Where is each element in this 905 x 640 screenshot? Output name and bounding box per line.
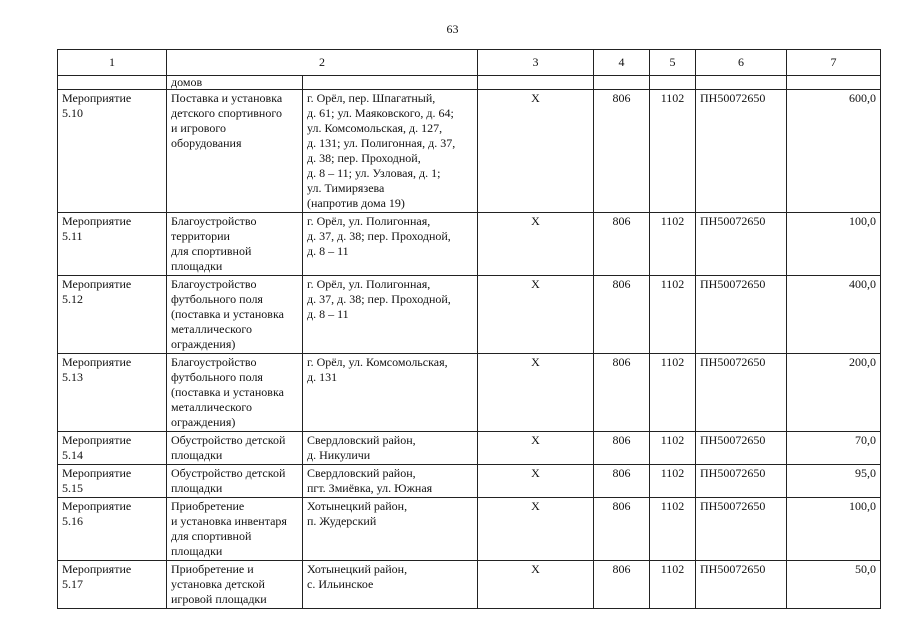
cell-col-6: ПН50072650 [696, 276, 787, 354]
cell-address: г. Орёл, пер. Шпагатный, д. 61; ул. Маяковского, д. 64; ул. Комсомольская, д. 127, д. 131; ул. Полигонная, д. 37, д. 38; пер. Проходной, д. 8 – 11; ул. Узловая, д. 1; ул. Тимирязева (напротив дома 19) [303, 90, 478, 213]
table-row [58, 432, 881, 465]
cell-address: г. Орёл, ул. Полигонная, д. 37, д. 38; пер. Проходной, д. 8 – 11 [303, 276, 478, 354]
header-col-5: 5 [650, 50, 696, 76]
table-row [58, 90, 881, 213]
header-col-1: 1 [58, 50, 167, 76]
cell-measure-id: Мероприятие 5.12 [58, 276, 167, 354]
cell-measure-name: Поставка и установка детского спортивного и игрового оборудования [167, 90, 303, 213]
cell-col-3: Х [478, 465, 594, 498]
cell-col-4: 806 [594, 276, 650, 354]
cell-address: Хотынецкий район, с. Ильинское [303, 561, 478, 609]
page-number: 63 [446, 22, 459, 36]
header-col-4: 4 [594, 50, 650, 76]
amount-value: 600,0 [849, 91, 876, 105]
continuation-cell-name: домов [167, 76, 303, 90]
cell-col-6: ПН50072650 [696, 465, 787, 498]
table-row [58, 213, 881, 276]
table-row [58, 354, 881, 432]
cell-col-3: Х [478, 561, 594, 609]
continuation-cell-7 [787, 76, 881, 90]
cell-col-5: 1102 [650, 465, 696, 498]
table-row [58, 276, 881, 354]
amount-value: 70,0 [855, 433, 876, 447]
budget-table [57, 49, 881, 609]
cell-address: Хотынецкий район, п. Жудерский [303, 498, 478, 561]
cell-measure-name: Благоустройство футбольного поля (поставка и установка металлического ограждения) [167, 276, 303, 354]
continuation-cell-address [303, 76, 478, 90]
continuation-row [58, 76, 881, 90]
continuation-cell-4 [594, 76, 650, 90]
header-col-6: 6 [696, 50, 787, 76]
continuation-cell-1 [58, 76, 167, 90]
cell-measure-id: Мероприятие 5.17 [58, 561, 167, 609]
cell-col-3: Х [478, 354, 594, 432]
amount-value: 200,0 [849, 355, 876, 369]
header-col-7: 7 [787, 50, 881, 76]
header-col-3: 3 [478, 50, 594, 76]
cell-col-6: ПН50072650 [696, 498, 787, 561]
cell-col-5: 1102 [650, 276, 696, 354]
cell-address: г. Орёл, ул. Комсомольская, д. 131 [303, 354, 478, 432]
cell-measure-name: Приобретение и установка детской игровой площадки [167, 561, 303, 609]
cell-address: Свердловский район, пгт. Змиёвка, ул. Южная [303, 465, 478, 498]
cell-measure-id: Мероприятие 5.16 [58, 498, 167, 561]
cell-col-4: 806 [594, 354, 650, 432]
cell-col-5: 1102 [650, 498, 696, 561]
cell-col-4: 806 [594, 465, 650, 498]
cell-col-7 [787, 561, 881, 609]
cell-measure-id: Мероприятие 5.14 [58, 432, 167, 465]
continuation-cell-6 [696, 76, 787, 90]
header-row [58, 50, 881, 76]
amount-value: 95,0 [855, 466, 876, 480]
cell-col-7 [787, 354, 881, 432]
table-row [58, 465, 881, 498]
cell-col-5: 1102 [650, 432, 696, 465]
cell-col-4: 806 [594, 498, 650, 561]
cell-measure-name: Приобретение и установка инвентаря для спортивной площадки [167, 498, 303, 561]
cell-col-3: Х [478, 498, 594, 561]
cell-col-7 [787, 276, 881, 354]
cell-col-6: ПН50072650 [696, 213, 787, 276]
cell-col-4: 806 [594, 432, 650, 465]
cell-measure-id: Мероприятие 5.11 [58, 213, 167, 276]
cell-col-6: ПН50072650 [696, 561, 787, 609]
header-col-2: 2 [167, 50, 478, 76]
cell-col-5: 1102 [650, 354, 696, 432]
cell-measure-name: Благоустройство футбольного поля (поставка и установка металлического ограждения) [167, 354, 303, 432]
cell-col-4: 806 [594, 213, 650, 276]
cell-col-5: 1102 [650, 561, 696, 609]
cell-measure-id: Мероприятие 5.13 [58, 354, 167, 432]
cell-col-3: Х [478, 90, 594, 213]
amount-value: 50,0 [855, 562, 876, 576]
continuation-cell-5 [650, 76, 696, 90]
cell-col-6: ПН50072650 [696, 354, 787, 432]
cell-col-4: 806 [594, 561, 650, 609]
cell-measure-id: Мероприятие 5.15 [58, 465, 167, 498]
cell-measure-id: Мероприятие 5.10 [58, 90, 167, 213]
cell-col-7 [787, 432, 881, 465]
cell-col-5: 1102 [650, 213, 696, 276]
cell-col-5: 1102 [650, 90, 696, 213]
cell-address: Свердловский район, д. Никуличи [303, 432, 478, 465]
continuation-cell-3 [478, 76, 594, 90]
cell-col-4: 806 [594, 90, 650, 213]
cell-col-7 [787, 213, 881, 276]
cell-col-6: ПН50072650 [696, 432, 787, 465]
cell-col-7 [787, 465, 881, 498]
cell-col-6: ПН50072650 [696, 90, 787, 213]
cell-measure-name: Обустройство детской площадки [167, 432, 303, 465]
table-row [58, 561, 881, 609]
cell-col-3: Х [478, 432, 594, 465]
cell-col-7 [787, 90, 881, 213]
cell-measure-name: Обустройство детской площадки [167, 465, 303, 498]
cell-col-7 [787, 498, 881, 561]
table-row [58, 498, 881, 561]
amount-value: 100,0 [849, 499, 876, 513]
cell-col-3: Х [478, 276, 594, 354]
amount-value: 400,0 [849, 277, 876, 291]
cell-address: г. Орёл, ул. Полигонная, д. 37, д. 38; пер. Проходной, д. 8 – 11 [303, 213, 478, 276]
cell-col-3: Х [478, 213, 594, 276]
amount-value: 100,0 [849, 214, 876, 228]
cell-measure-name: Благоустройство территории для спортивной площадки [167, 213, 303, 276]
